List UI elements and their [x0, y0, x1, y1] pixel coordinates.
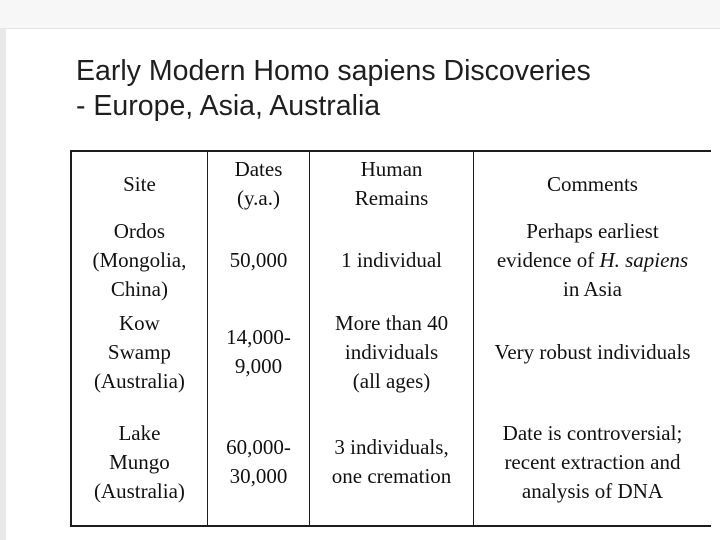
- title-line-1: Early Modern Homo sapiens Discoveries: [76, 55, 591, 87]
- cell-dates: 14,000- 9,000: [207, 305, 309, 399]
- cell-remains: 3 individuals, one cremation: [310, 399, 474, 525]
- cell-site: Lake Mungo (Australia): [72, 399, 207, 525]
- top-decorative-band: [0, 0, 720, 29]
- table-header-row: [72, 152, 711, 216]
- cell-site: Kow Swamp (Australia): [72, 305, 207, 399]
- table-row: [72, 216, 711, 305]
- cell-site: Ordos (Mongolia, China): [72, 216, 207, 305]
- cell-comments: Date is controversial; recent extraction and analysis of DNA: [502, 420, 683, 503]
- left-decorative-band: [0, 28, 6, 540]
- cell-comments: Perhaps earliest evidence of H. sapiens in Asia: [496, 219, 689, 301]
- table-row: [72, 305, 711, 399]
- cell-comments: Very robust individuals: [494, 339, 691, 364]
- cell-remains: More than 40 individuals (all ages): [310, 305, 474, 399]
- title-line-2: - Europe, Asia, Australia: [76, 90, 381, 122]
- header-dates: Dates (y.a.): [207, 152, 309, 216]
- species-name: H. sapiens: [599, 248, 689, 272]
- discoveries-table: [70, 150, 711, 527]
- cell-dates: 50,000: [207, 216, 309, 305]
- table-row: [72, 399, 711, 525]
- header-human-remains: Human Remains: [310, 152, 474, 216]
- header-comments: Comments: [546, 171, 638, 196]
- slide-title: [76, 54, 706, 124]
- header-site: Site: [72, 152, 207, 216]
- cell-dates: 60,000- 30,000: [207, 399, 309, 525]
- cell-remains: 1 individual: [310, 216, 474, 305]
